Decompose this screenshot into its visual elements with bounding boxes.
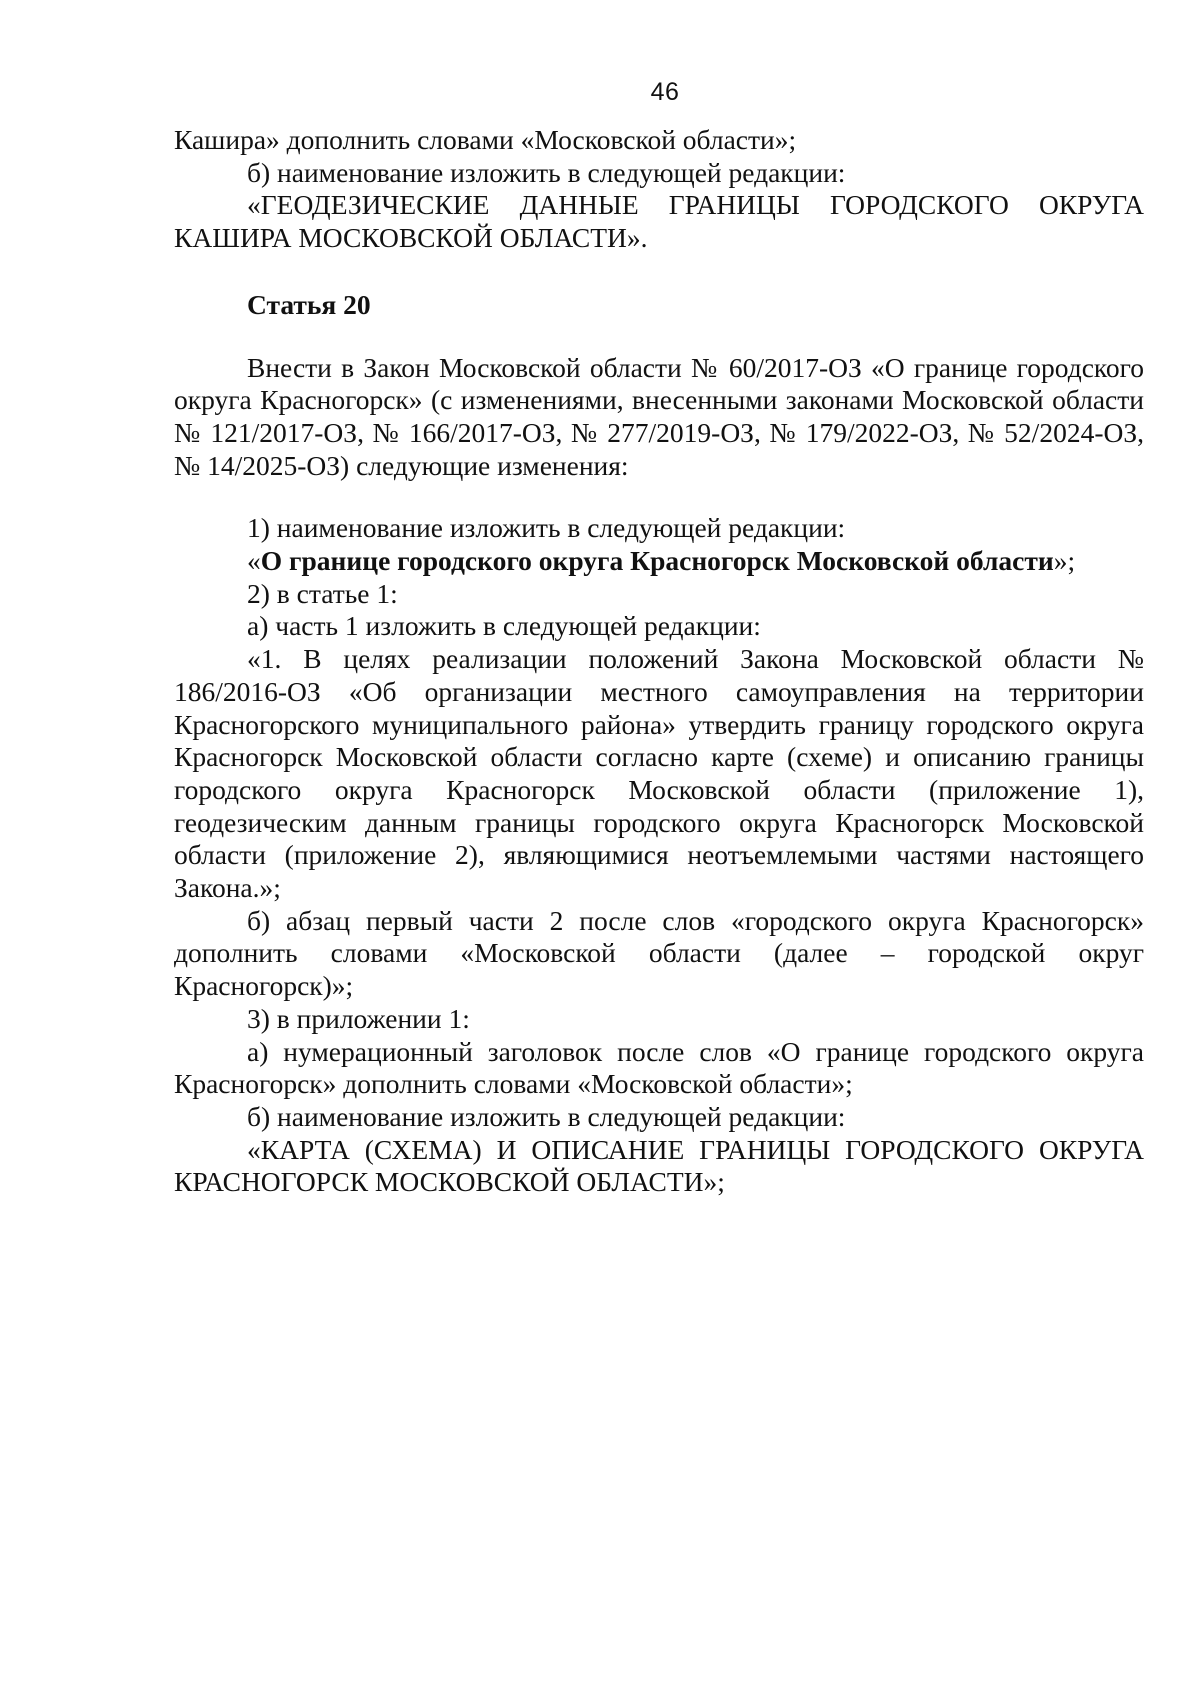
paragraph-item-2b: б) абзац первый части 2 после слов «городского округа Красногорск» дополнить словами «Московской области (далее – городской округ Красногорск)»; [174, 904, 1144, 1002]
paragraph-item-3: 3) в приложении 1: [247, 1002, 470, 1034]
quote-close: »; [1053, 545, 1076, 577]
paragraph-new-title-kashira: «ГЕОДЕЗИЧЕСКИЕ ДАННЫЕ ГРАНИЦЫ ГОРОДСКОГО ОКРУГА КАШИРА МОСКОВСКОЙ ОБЛАСТИ». [174, 189, 1144, 254]
paragraph-item-1: 1) наименование изложить в следующей редакции: [247, 512, 846, 544]
bold-law-title: О границе городского округа Красногорск Московской области [260, 545, 1054, 577]
paragraph-item-3a: а) нумерационный заголовок после слов «О границе городского округа Красногорск» дополнить словами «Московской области»; [174, 1035, 1144, 1100]
paragraph-new-law-title [174, 545, 1144, 578]
quote-open: « [247, 545, 261, 577]
paragraph-new-title-map: «КАРТА (СХЕМА) И ОПИСАНИЕ ГРАНИЦЫ ГОРОДСКОГО ОКРУГА КРАСНОГОРСК МОСКОВСКОЙ ОБЛАСТИ»; [174, 1133, 1144, 1198]
paragraph-item-2: 2) в статье 1: [247, 577, 398, 609]
paragraph-amendment-intro: Внести в Закон Московской области № 60/2017-ОЗ «О границе городского округа Красногорск» (с изменениями, внесенными законами Московской области № 121/2017-ОЗ, № 166/2017-ОЗ, № 277/2019-ОЗ, № 179/2022-ОЗ, № 52/2024-ОЗ, № 14/2025-ОЗ) следующие изменения: [174, 351, 1144, 481]
paragraph-item-b: б) наименование изложить в следующей редакции: [247, 156, 846, 188]
paragraph-item-3b: б) наименование изложить в следующей редакции: [247, 1100, 846, 1132]
article-heading: Статья 20 [247, 288, 371, 320]
document-body [174, 124, 1144, 1199]
paragraph-continuation: Кашира» дополнить словами «Московской области»; [174, 124, 797, 155]
page-number: 46 [650, 78, 680, 106]
paragraph-item-2a: а) часть 1 изложить в следующей редакции: [247, 610, 761, 642]
paragraph-part-1-text: «1. В целях реализации положений Закона Московской области № 186/2016-ОЗ «Об организации местного самоуправления на территории Красногорского муниципального района» утвердить границу городского округа Красногорск Московской области согласно карте (схеме) и описанию границы городского округа Красногорск Московской области (приложение 1), геодезическим данным границы городского округа Красногорск Московской области (приложение 2), являющимися неотъемлемыми частями настоящего Закона.»; [174, 643, 1144, 904]
